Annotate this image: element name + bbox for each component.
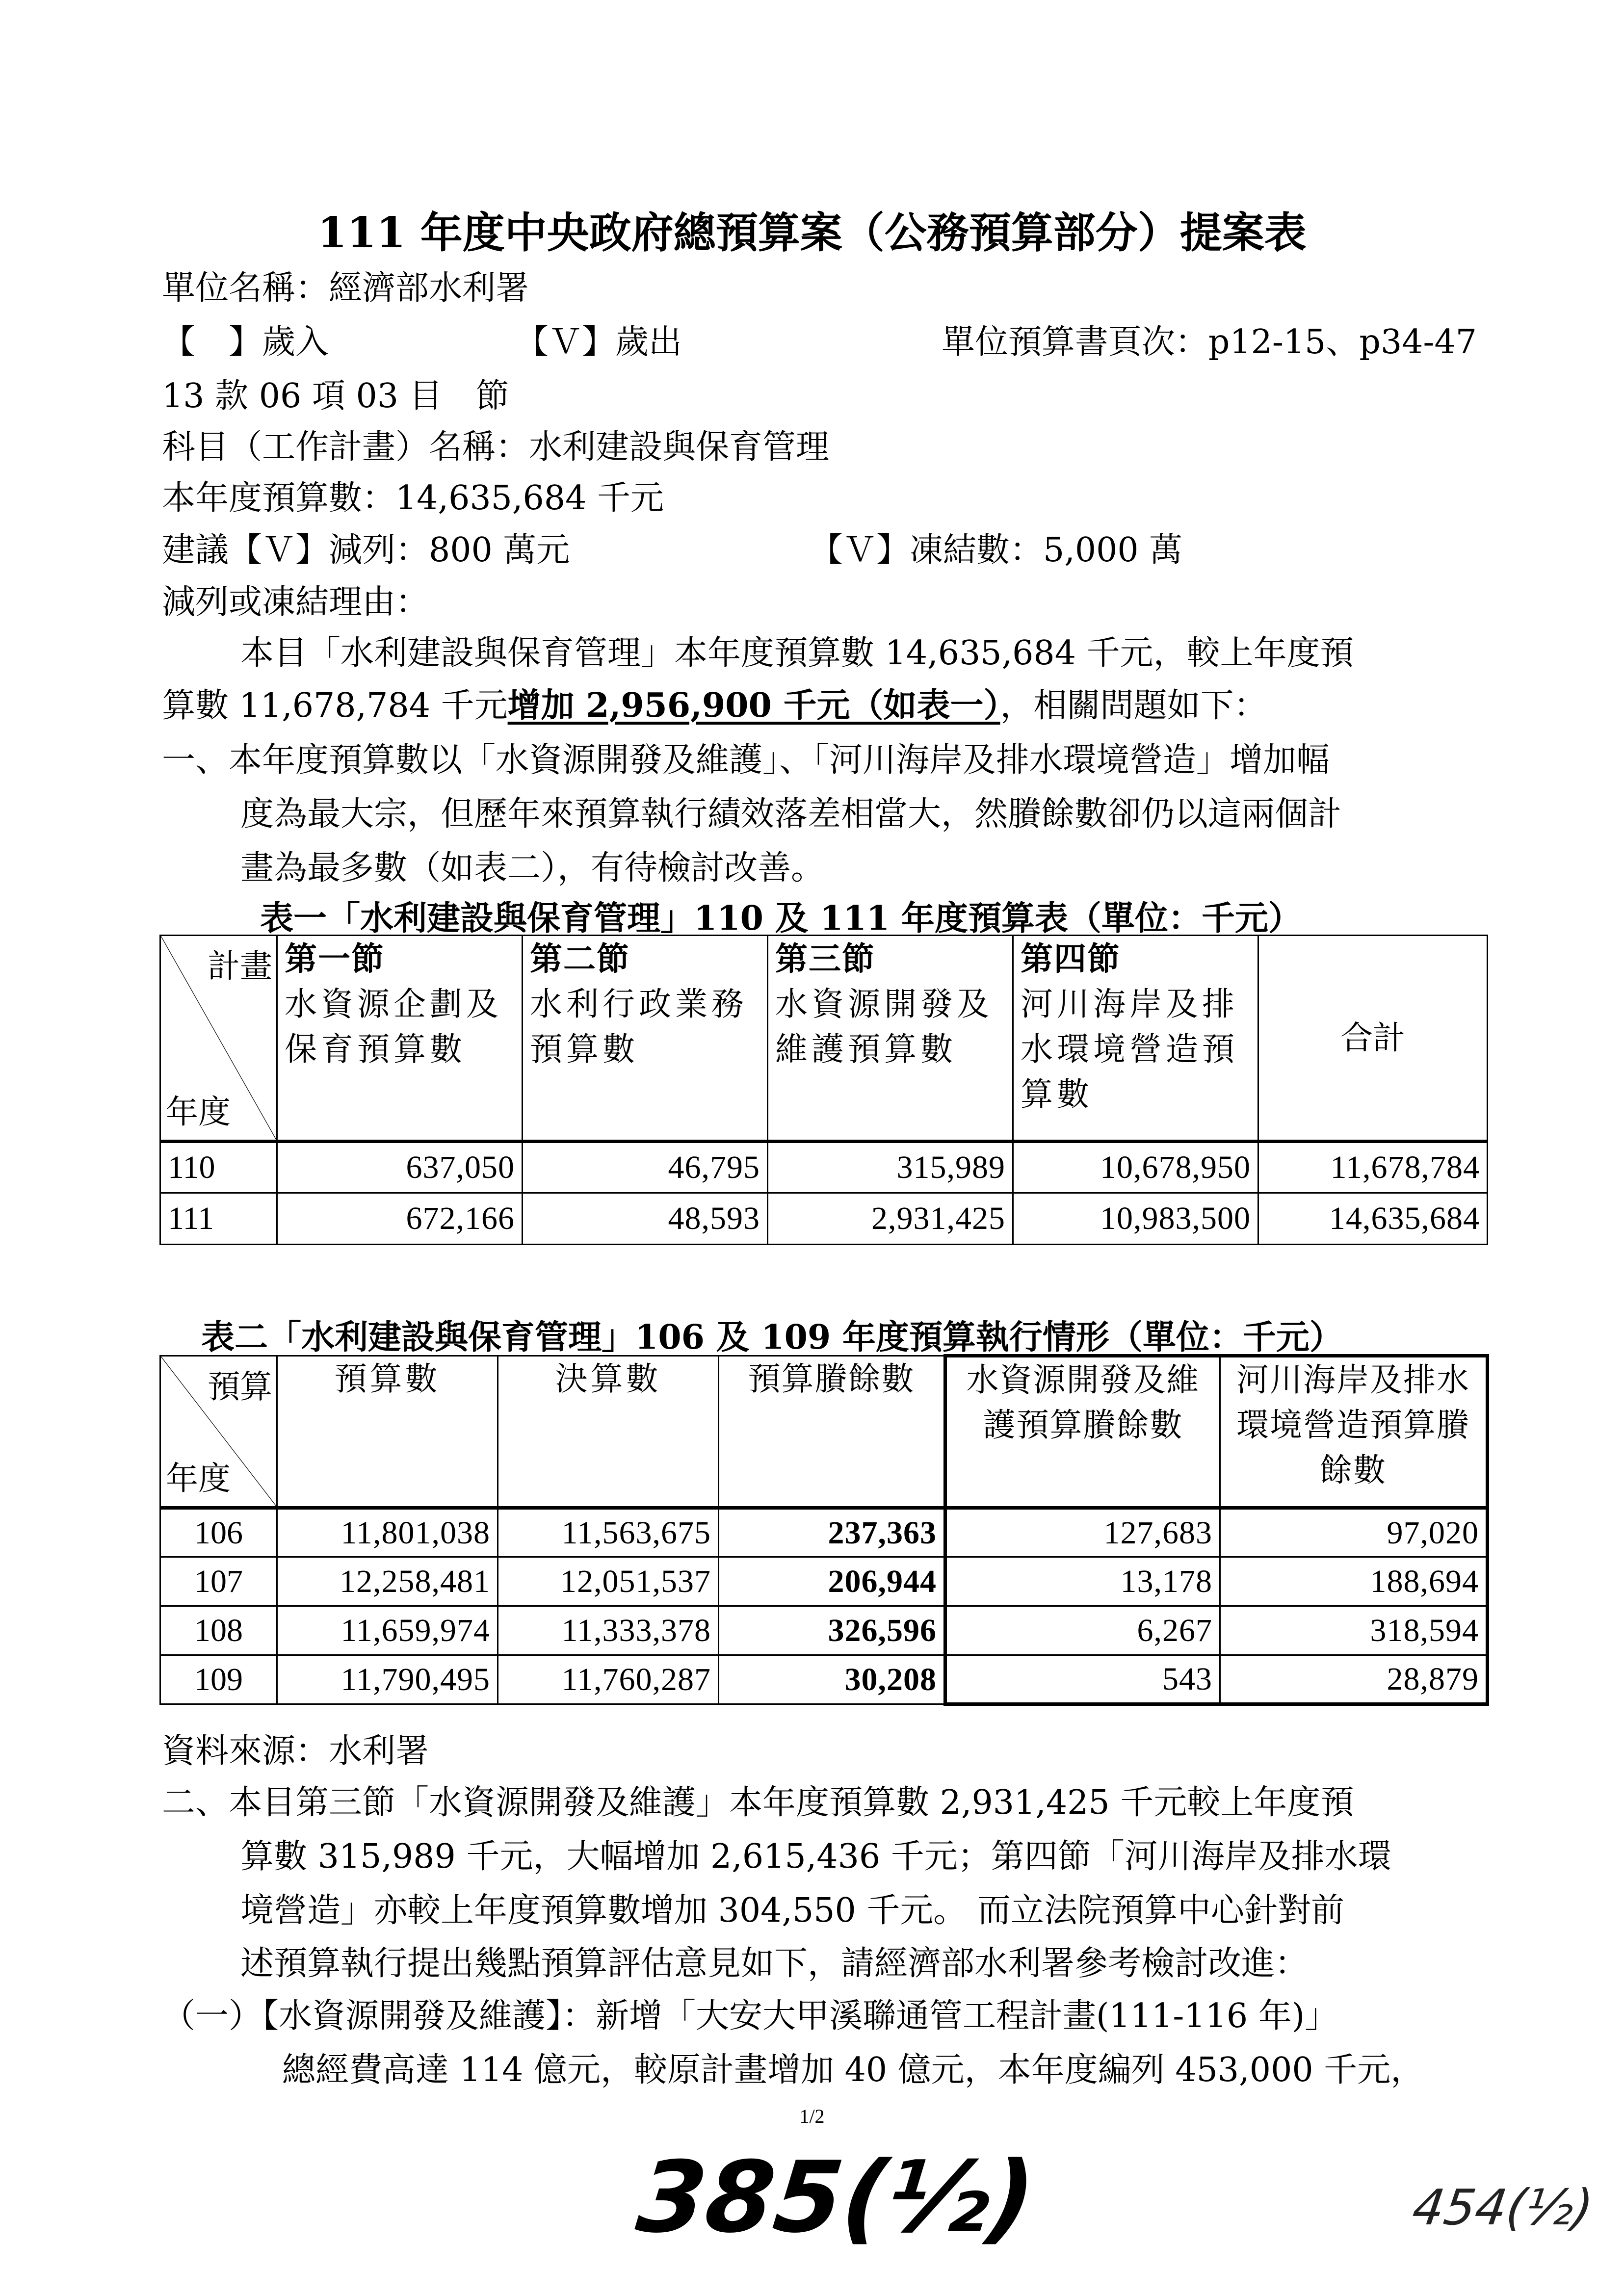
reason-label: 減列或凍結理由： (162, 583, 429, 622)
revenue-checkbox: 【 】歲入 (162, 323, 329, 362)
table-row (160, 1606, 1488, 1655)
point1-line-1: 一、本年度預算數以「水資源開發及維護」、「河川海岸及排水環境營造」增加幅 (162, 741, 1330, 780)
table-row (160, 1508, 1488, 1557)
table2-cell: 13,178 (945, 1557, 1220, 1606)
table1-col-header-total: 合計 (1258, 936, 1488, 1142)
table1-cell: 14,635,684 (1258, 1193, 1488, 1245)
table2-corner-bottom: 年度 (166, 1460, 231, 1497)
table2-cell-surplus: 237,363 (719, 1508, 945, 1557)
point2-line-4: 述預算執行提出幾點預算評估意見如下，請經濟部水利署參考檢討改進： (240, 1944, 1309, 1983)
table1-col-section: 第二節 (530, 939, 630, 978)
point2-line-2: 算數 315,989 千元，大幅增加 2,615,436 千元；第四節「河川海岸及排水環 (240, 1837, 1391, 1876)
table2-year: 109 (160, 1655, 277, 1704)
document-title: 111 年度中央政府總預算案（公務預算部分）提案表 (317, 208, 1307, 258)
table1-col-section: 第三節 (775, 939, 875, 978)
handwritten-page-annotation: 385(½) (631, 2140, 1040, 2255)
subpoint1-line-2: 總經費高達 114 億元，較原計畫增加 40 億元，本年度編列 453,000 千元， (282, 2051, 1424, 2089)
table2-col-header: 水資源開發及維護預算賸餘數 (945, 1356, 1220, 1508)
point2-line-1: 二、本目第三節「水資源開發及維護」本年度預算數 2,931,425 千元較上年度預 (162, 1783, 1354, 1822)
table1-col-header (523, 936, 768, 1142)
table1-col-header (768, 936, 1013, 1142)
intro-line-2-post: ，相關問題如下： (1000, 686, 1267, 725)
table2-cell-surplus: 206,944 (719, 1557, 945, 1606)
table2-year: 106 (160, 1508, 277, 1557)
table1-corner-top: 計畫 (208, 947, 272, 985)
table2-cell: 11,333,378 (498, 1606, 719, 1655)
table2-cell: 11,563,675 (498, 1508, 719, 1557)
table2-corner-cell (160, 1356, 277, 1508)
table1-corner-cell (160, 936, 277, 1142)
table2-year: 108 (160, 1606, 277, 1655)
point1-line-2: 度為最大宗，但歷年來預算執行績效落差相當大，然賸餘數卻仍以這兩個計 (240, 795, 1342, 834)
table1-year: 110 (160, 1142, 277, 1193)
table1-caption: 表一「水利建設與保育管理」110 及 111 年度預算表（單位：千元） (260, 899, 1302, 938)
table2-header-row (160, 1356, 1488, 1508)
table2-col-header: 河川海岸及排水環境營造預算賸餘數 (1220, 1356, 1488, 1508)
intro-line-2 (162, 686, 1267, 726)
proposal-cut: 建議【Ｖ】減列：800 萬元 (162, 531, 570, 570)
table1-cell: 637,050 (277, 1142, 523, 1193)
table2-col-header: 決算數 (498, 1356, 719, 1508)
point1-line-3: 畫為最多數（如表二），有待檢討改善。 (240, 849, 825, 887)
table1-cell: 315,989 (768, 1142, 1013, 1193)
table1-cell: 11,678,784 (1258, 1142, 1488, 1193)
proposal-freeze: 【Ｖ】凍結數：5,000 萬 (810, 531, 1183, 570)
table-row (160, 1655, 1488, 1704)
table2-cell: 11,659,974 (277, 1606, 498, 1655)
table2-cell: 11,760,287 (498, 1655, 719, 1704)
table2-cell: 97,020 (1220, 1508, 1488, 1557)
table1-corner-bottom: 年度 (166, 1093, 231, 1131)
table1-cell: 10,678,950 (1013, 1142, 1258, 1193)
table1-header-row (160, 936, 1488, 1142)
page-number: 1/2 (799, 2105, 825, 2127)
intro-line-2-pre: 算數 11,678,784 千元 (162, 686, 508, 725)
unit-name: 單位名稱：經濟部水利署 (162, 269, 529, 308)
account-code: 13 款 06 項 03 目 節 (162, 377, 509, 416)
point2-line-3: 境營造」亦較上年度預算數增加 304,550 千元。 而立法院預算中心針對前 (240, 1891, 1345, 1930)
table2-cell: 188,694 (1220, 1557, 1488, 1606)
table1-col-name: 水資源開發及維護預算數 (775, 985, 993, 1068)
table2-year: 107 (160, 1557, 277, 1606)
table2-cell: 543 (945, 1655, 1220, 1704)
table2 (159, 1354, 1489, 1706)
subject-name: 科目（工作計畫）名稱：水利建設與保育管理 (162, 428, 830, 467)
table2-cell: 318,594 (1220, 1606, 1488, 1655)
table1-col-section: 第四節 (1021, 939, 1121, 978)
table1-col-name: 水利行政業務預算數 (530, 985, 748, 1068)
table2-source: 資料來源：水利署 (162, 1732, 429, 1771)
table2-cell: 6,267 (945, 1606, 1220, 1655)
table2-cell-surplus: 326,596 (719, 1606, 945, 1655)
table2-col-header: 預算賸餘數 (719, 1356, 945, 1508)
table1-col-name: 河川海岸及排水環境營造預算數 (1021, 985, 1238, 1113)
table1-col-header (1013, 936, 1258, 1142)
table1-cell: 672,166 (277, 1193, 523, 1245)
table-row (160, 1142, 1488, 1193)
table1 (159, 935, 1488, 1245)
table-row (160, 1557, 1488, 1606)
table-row (160, 1193, 1488, 1245)
budget-pages: 單位預算書頁次：p12-15、p34-47 (941, 323, 1477, 362)
table1-cell: 46,795 (523, 1142, 768, 1193)
table1-year: 111 (160, 1193, 277, 1245)
intro-increase-emphasis: 增加 2,956,900 千元（如表一） (507, 686, 1000, 725)
table2-cell: 11,801,038 (277, 1508, 498, 1557)
table2-col-header: 預算數 (277, 1356, 498, 1508)
intro-line-1: 本目「水利建設與保育管理」本年度預算數 14,635,684 千元，較上年度預 (240, 634, 1354, 673)
table1-col-section: 第一節 (285, 939, 385, 978)
table2-cell: 127,683 (945, 1508, 1220, 1557)
table2-cell: 28,879 (1220, 1655, 1488, 1704)
table1-col-name: 水資源企劃及保育預算數 (285, 985, 502, 1068)
current-budget: 本年度預算數：14,635,684 千元 (162, 479, 664, 518)
table1-cell: 10,983,500 (1013, 1193, 1258, 1245)
table2-caption: 表二「水利建設與保育管理」106 及 109 年度預算執行情形（單位：千元） (201, 1318, 1343, 1357)
subpoint1-line-1: （一）【水資源開發及維護】：新增「大安大甲溪聯通管工程計畫(111-116 年)」 (162, 1997, 1338, 2035)
table1-cell: 2,931,425 (768, 1193, 1013, 1245)
expenditure-checkbox: 【Ｖ】歲出 (515, 323, 682, 362)
table2-cell: 12,051,537 (498, 1557, 719, 1606)
table2-cell-surplus: 30,208 (719, 1655, 945, 1704)
table2-corner-top: 預算 (208, 1368, 272, 1406)
table1-col-header (277, 936, 523, 1142)
handwritten-side-annotation: 454(½) (1409, 2179, 1597, 2236)
table2-cell: 11,790,495 (277, 1655, 498, 1704)
table1-cell: 48,593 (523, 1193, 768, 1245)
table2-cell: 12,258,481 (277, 1557, 498, 1606)
